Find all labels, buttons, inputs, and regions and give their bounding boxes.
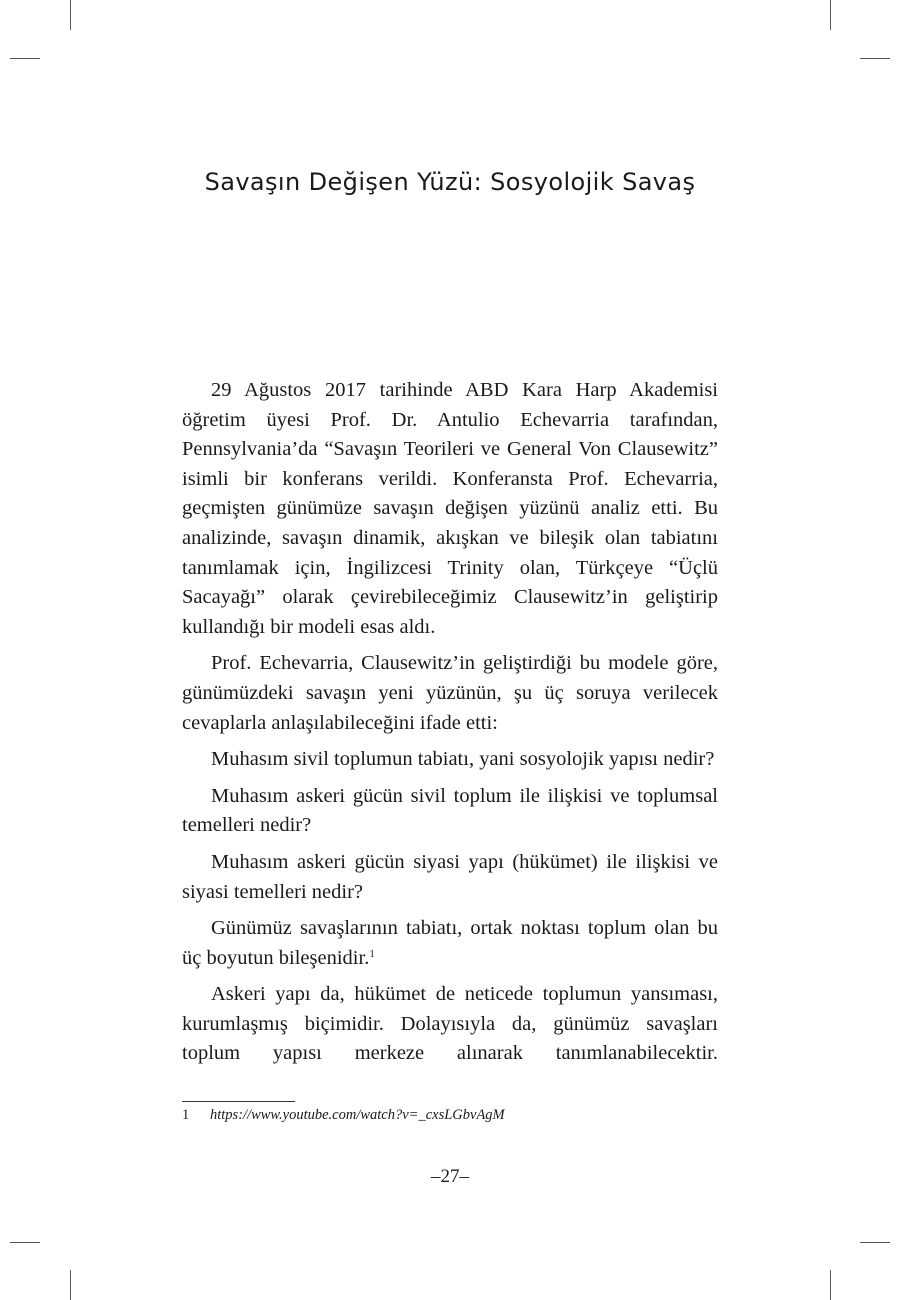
crop-mark-left-bottom bbox=[10, 1242, 40, 1243]
footnote bbox=[182, 1107, 505, 1124]
footnote-number: 1 bbox=[182, 1107, 190, 1123]
paragraph-2: Prof. Echevarria, Clausewitz’in geliştirdiği bu modele göre, günümüzdeki savaşın yeni yüzünün, şu üç soruya verilecek cevaplarla anlaşılabileceğini ifade etti: bbox=[182, 652, 718, 734]
page-number: –27– bbox=[431, 1166, 469, 1187]
paragraph-1: 29 Ağustos 2017 tarihinde ABD Kara Harp Akademisi öğretim üyesi Prof. Dr. Antulio Echevarria tarafından, Pennsylvania’da “Savaşın Teorileri ve General Von Clausewitz” isimli bir konferans verildi. Konferansta Prof. Echevarria, geçmişten günümüze savaşın değişen yüzünü analiz etti. Bu analizinde, savaşın dinamik, akışkan ve bileşik olan tabiatını tanımlamak için, İngilizcesi Trinity olan, Türkçeye “Üçlü Sacayağı” olarak çevirebileceğimiz Clausewitz’in geliştirip kullandığı bir modeli esas aldı. bbox=[182, 379, 718, 638]
paragraph-7: Askeri yapı da, hükümet de neticede toplumun yansıması, kurumlaşmış biçimidir. Dolayısıyla da, günümüz savaşları toplum yapısı merkeze alınarak tanımlanabilecektir. bbox=[182, 983, 718, 1065]
crop-mark-bottom-right bbox=[830, 1270, 831, 1300]
paragraph-4: Muhasım askeri gücün sivil toplum ile ilişkisi ve toplumsal temelleri nedir? bbox=[182, 784, 718, 837]
crop-mark-right-bottom bbox=[860, 1242, 890, 1243]
crop-mark-top-left bbox=[70, 0, 71, 30]
paragraph-5: Muhasım askeri gücün siyasi yapı (hükümet) ile ilişkisi ve siyasi temelleri nedir? bbox=[182, 850, 718, 903]
footnote-divider bbox=[182, 1101, 295, 1102]
paragraph-6 bbox=[182, 914, 718, 973]
paragraph-6-text: Günümüz savaşlarının tabiatı, ortak noktası toplum olan bu üç boyutun bileşenidir. bbox=[182, 917, 718, 969]
footnote-reference[interactable]: 1 bbox=[369, 947, 375, 960]
crop-mark-left-top bbox=[10, 58, 40, 59]
crop-mark-right-top bbox=[860, 58, 890, 59]
chapter-title: Savaşın Değişen Yüzü: Sosyolojik Savaş bbox=[204, 168, 696, 196]
footnote-link[interactable]: https://www.youtube.com/watch?v=_cxsLGbvAgM bbox=[210, 1107, 505, 1123]
crop-mark-top-right bbox=[830, 0, 831, 30]
crop-mark-bottom-left bbox=[70, 1270, 71, 1300]
paragraph-3: Muhasım sivil toplumun tabiatı, yani sosyolojik yapısı nedir? bbox=[211, 748, 715, 771]
body-text bbox=[182, 376, 718, 1069]
